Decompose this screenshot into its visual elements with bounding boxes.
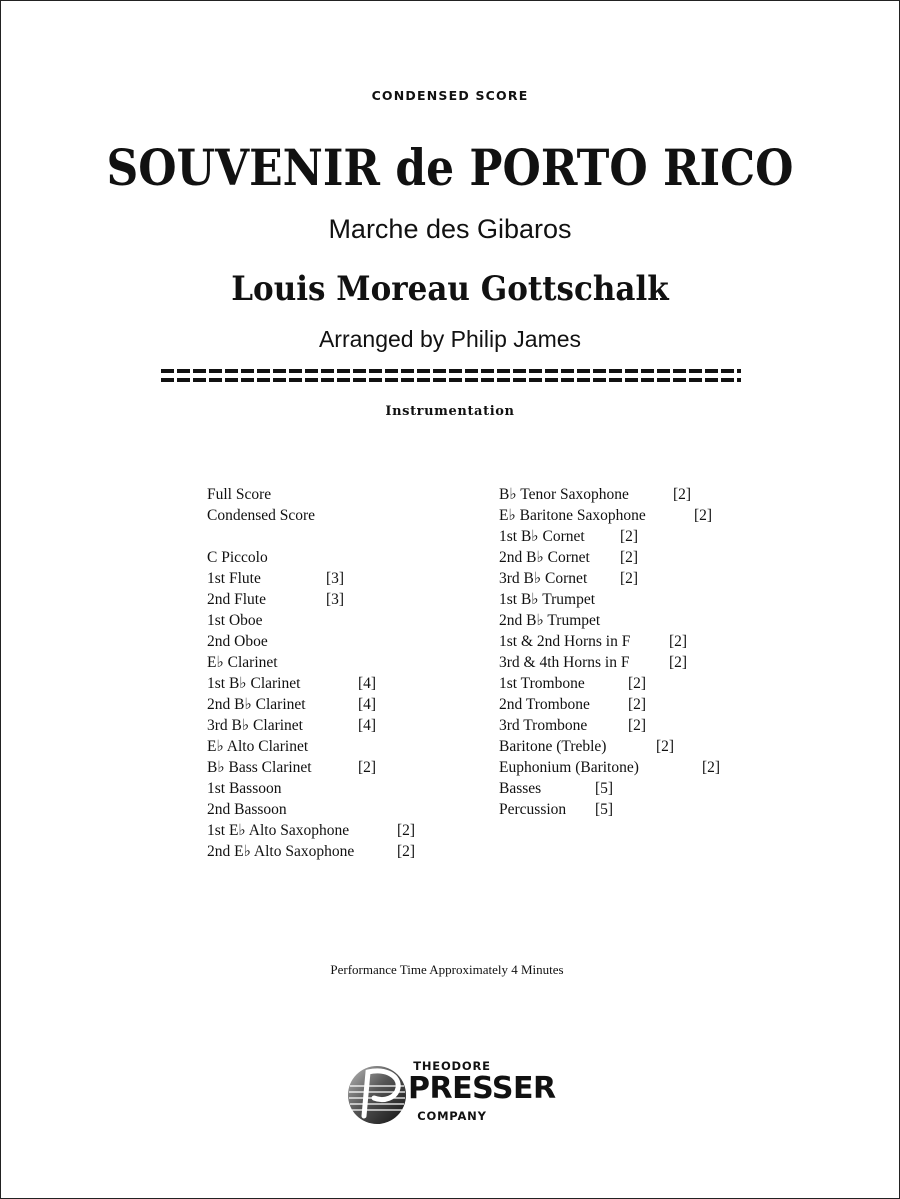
instrument-row bbox=[207, 715, 377, 736]
part-quantity: [4] bbox=[358, 696, 377, 713]
instrument-row bbox=[499, 505, 713, 526]
instrument-row bbox=[499, 778, 646, 799]
instrument-name: C Piccolo bbox=[207, 549, 268, 566]
instrument-row bbox=[499, 547, 646, 568]
instrument-name: Percussion bbox=[499, 801, 567, 818]
instrument-name: Baritone (Treble) bbox=[499, 738, 607, 755]
instrument-list-right bbox=[499, 484, 721, 820]
instrument-name: 2nd Trombone bbox=[499, 696, 590, 713]
instrument-row bbox=[499, 757, 721, 778]
instrument-name: 1st Trombone bbox=[499, 675, 585, 692]
instrument-row bbox=[499, 736, 675, 757]
instrument-name: 2nd E♭ Alto Saxophone bbox=[207, 843, 355, 860]
instrument-name: 1st Flute bbox=[207, 570, 261, 587]
part-quantity: [2] bbox=[673, 486, 692, 503]
instrument-row bbox=[207, 757, 377, 778]
instrument-name: E♭ Baritone Saxophone bbox=[499, 507, 646, 524]
instrument-name: 1st E♭ Alto Saxophone bbox=[207, 822, 350, 839]
instrument-row bbox=[499, 652, 688, 673]
part-quantity: [2] bbox=[628, 696, 647, 713]
instrument-name: 1st B♭ Cornet bbox=[499, 528, 585, 545]
instrument-name: B♭ Bass Clarinet bbox=[207, 759, 312, 776]
part-quantity: [2] bbox=[620, 570, 639, 587]
part-quantity: [2] bbox=[669, 633, 688, 650]
instrument-list-left bbox=[207, 484, 416, 862]
instrument-row bbox=[499, 610, 646, 631]
presser-p-logo-icon bbox=[346, 1064, 408, 1126]
instrument-row bbox=[207, 610, 354, 631]
instrument-row bbox=[499, 526, 646, 547]
double-dash-divider bbox=[161, 369, 741, 383]
part-quantity: [2] bbox=[694, 507, 713, 524]
instrument-row bbox=[207, 673, 377, 694]
part-quantity: [2] bbox=[702, 759, 721, 776]
instrument-row bbox=[207, 841, 416, 862]
page-title: SOUVENIR de PORTO RICO bbox=[106, 140, 794, 198]
instrument-name: B♭ Tenor Saxophone bbox=[499, 486, 629, 503]
instrument-row bbox=[207, 652, 354, 673]
score-type-label: CONDENSED SCORE bbox=[371, 88, 529, 103]
instrument-row bbox=[207, 799, 354, 820]
instrument-row bbox=[499, 715, 646, 736]
instrument-row bbox=[499, 631, 688, 652]
instrument-row bbox=[207, 568, 354, 589]
instrument-name: Full Score bbox=[207, 486, 272, 503]
performance-time-note: Performance Time Approximately 4 Minutes bbox=[330, 962, 564, 977]
part-quantity: [2] bbox=[628, 717, 647, 734]
instrument-name: 1st & 2nd Horns in F bbox=[499, 633, 631, 650]
part-quantity: [2] bbox=[620, 528, 639, 545]
instrument-row bbox=[207, 484, 354, 505]
instrument-name: 3rd Trombone bbox=[499, 717, 588, 734]
instrument-row bbox=[207, 694, 377, 715]
instrument-row bbox=[499, 568, 646, 589]
arranger-credit: Arranged by Philip James bbox=[318, 326, 582, 352]
instrument-row bbox=[499, 799, 646, 820]
part-quantity: [2] bbox=[656, 738, 675, 755]
instrument-name: 3rd B♭ Clarinet bbox=[207, 717, 303, 734]
instrument-row bbox=[207, 505, 354, 526]
composer-name: Louis Moreau Gottschalk bbox=[231, 270, 669, 309]
instrument-name: 2nd Flute bbox=[207, 591, 266, 608]
instrument-row bbox=[207, 778, 354, 799]
instrument-name: 1st B♭ Clarinet bbox=[207, 675, 301, 692]
publisher-logo bbox=[346, 1059, 566, 1125]
instrument-row bbox=[499, 673, 646, 694]
instrument-name: 3rd B♭ Cornet bbox=[499, 570, 588, 587]
instrument-name: 2nd B♭ Cornet bbox=[499, 549, 590, 566]
part-quantity: [2] bbox=[397, 822, 416, 839]
part-quantity: [2] bbox=[358, 759, 377, 776]
instrument-row bbox=[207, 547, 354, 568]
publisher-name: PRESSER bbox=[408, 1071, 556, 1106]
list-spacer bbox=[207, 526, 354, 547]
subtitle: Marche des Gibaros bbox=[328, 214, 572, 244]
instrument-name: Basses bbox=[499, 780, 542, 797]
publisher-line-1: THEODORE bbox=[413, 1059, 491, 1073]
part-quantity: [2] bbox=[397, 843, 416, 860]
instrument-name: 3rd & 4th Horns in F bbox=[499, 654, 630, 671]
part-quantity: [5] bbox=[595, 780, 614, 797]
instrument-row bbox=[207, 820, 416, 841]
instrument-name: Condensed Score bbox=[207, 507, 316, 524]
instrument-row bbox=[207, 736, 354, 757]
publisher-line-3: COMPANY bbox=[417, 1109, 487, 1123]
instrument-name: 2nd B♭ Trumpet bbox=[499, 612, 601, 629]
part-quantity: [3] bbox=[326, 591, 345, 608]
instrument-name: 1st B♭ Trumpet bbox=[499, 591, 596, 608]
part-quantity: [4] bbox=[358, 717, 377, 734]
instrument-name: 2nd Oboe bbox=[207, 633, 268, 650]
instrument-name: Euphonium (Baritone) bbox=[499, 759, 639, 776]
instrument-name: 2nd Bassoon bbox=[207, 801, 287, 818]
instrument-name: E♭ Alto Clarinet bbox=[207, 738, 309, 755]
instrument-name: E♭ Clarinet bbox=[207, 654, 278, 671]
part-quantity: [2] bbox=[669, 654, 688, 671]
instrument-name: 1st Oboe bbox=[207, 612, 263, 629]
instrument-name: 2nd B♭ Clarinet bbox=[207, 696, 306, 713]
part-quantity: [2] bbox=[620, 549, 639, 566]
part-quantity: [4] bbox=[358, 675, 377, 692]
instrument-row bbox=[207, 589, 354, 610]
part-quantity: [3] bbox=[326, 570, 345, 587]
instrument-name: 1st Bassoon bbox=[207, 780, 282, 797]
instrument-row bbox=[207, 631, 354, 652]
part-quantity: [5] bbox=[595, 801, 614, 818]
instrumentation-heading: Instrumentation bbox=[385, 404, 515, 419]
instrument-row bbox=[499, 694, 646, 715]
instrument-row bbox=[499, 484, 692, 505]
part-quantity: [2] bbox=[628, 675, 647, 692]
instrument-row bbox=[499, 589, 646, 610]
